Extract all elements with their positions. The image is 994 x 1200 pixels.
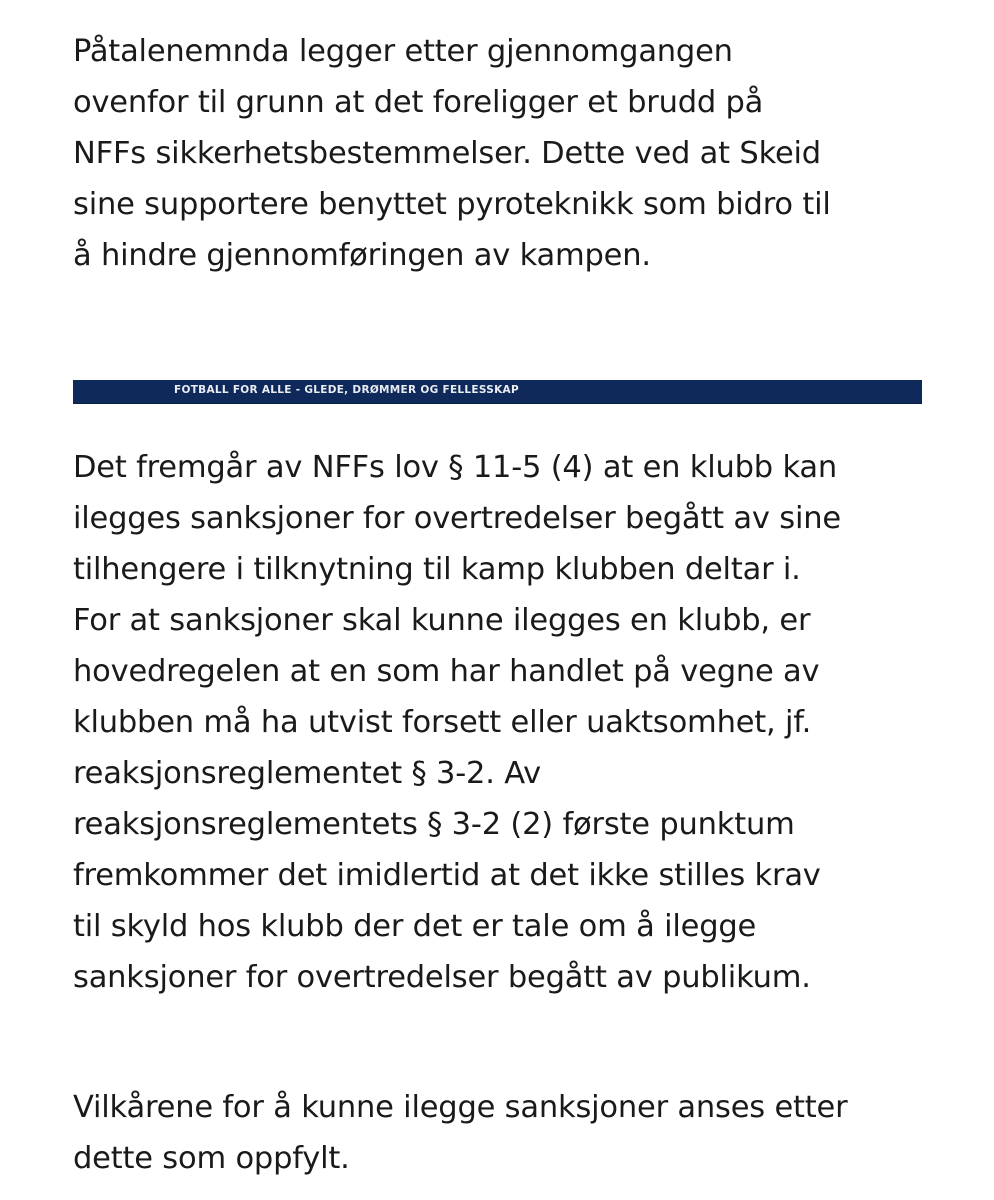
paragraph-1: [73, 26, 953, 281]
paragraph-line: ilegges sanksjoner for overtredelser begått av sine: [73, 501, 841, 536]
paragraph-line: tilhengere i tilknytning til kamp klubben deltar i.: [73, 552, 801, 587]
paragraph-line: klubben må ha utvist forsett eller uaktsomhet, jf.: [73, 705, 812, 740]
paragraph-line: sanksjoner for overtredelser begått av publikum.: [73, 960, 811, 995]
paragraph-line: reaksjonsreglementet § 3-2. Av: [73, 756, 541, 791]
paragraph-line: reaksjonsreglementets § 3-2 (2) første punktum: [73, 807, 795, 842]
paragraph-line: For at sanksjoner skal kunne ilegges en klubb, er: [73, 603, 811, 638]
paragraph-line: ovenfor til grunn at det foreligger et brudd på: [73, 85, 764, 120]
paragraph-line: NFFs sikkerhetsbestemmelser. Dette ved at Skeid: [73, 136, 821, 171]
paragraph-line: å hindre gjennomføringen av kampen.: [73, 238, 651, 273]
footer-banner: [73, 380, 922, 404]
paragraph-line: Det fremgår av NFFs lov § 11-5 (4) at en klubb kan: [73, 450, 837, 485]
paragraph-line: til skyld hos klubb der det er tale om å ilegge: [73, 909, 757, 944]
paragraph-line: sine supportere benyttet pyroteknikk som bidro til: [73, 187, 831, 222]
paragraph-line: Vilkårene for å kunne ilegge sanksjoner anses etter: [73, 1090, 848, 1125]
paragraph-line: hovedregelen at en som har handlet på vegne av: [73, 654, 820, 689]
banner-slogan: FOTBALL FOR ALLE - GLEDE, DRØMMER OG FELLESSKAP: [174, 384, 519, 396]
paragraph-line: fremkommer det imidlertid at det ikke stilles krav: [73, 858, 821, 893]
paragraph-3: [73, 1082, 953, 1184]
paragraph-line: Påtalenemnda legger etter gjennomgangen: [73, 34, 733, 69]
paragraph-2: [73, 442, 953, 1003]
paragraph-line: dette som oppfylt.: [73, 1141, 350, 1176]
